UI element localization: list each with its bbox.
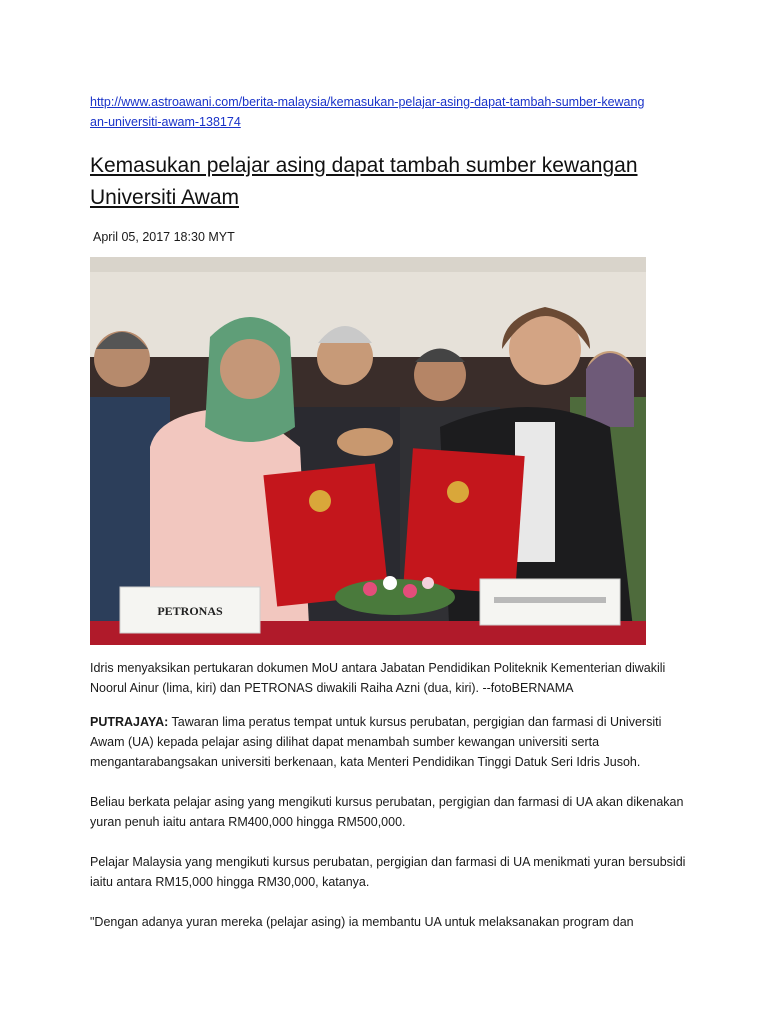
source-link[interactable]: http://www.astroawani.com/berita-malaysia/kemasukan-pelajar-asing-dapat-tambah-sumber-kewangan-universiti-awam-138174 xyxy=(90,95,645,129)
lead-paragraph xyxy=(90,712,690,772)
article xyxy=(90,92,690,929)
article-date: April 05, 2017 18:30 MYT xyxy=(93,230,235,244)
paragraph: "Dengan adanya yuran mereka (pelajar asing) ia membantu UA untuk melaksanakan program dan xyxy=(90,915,634,929)
dateline: PUTRAJAYA: xyxy=(90,715,169,729)
lead-text: Tawaran lima peratus tempat untuk kursus perubatan, pergigian dan farmasi di Universiti Awam (UA) kepada pelajar asing dilihat dapat menambah sumber kewangan universiti serta mengantarabangsakan universiti berkenaan, kata Menteri Pendidikan Tinggi Datuk Seri Idris Jusoh. xyxy=(90,715,662,769)
photo-caption: Idris menyaksikan pertukaran dokumen MoU antara Jabatan Pendidikan Politeknik Kementerian diwakili Noorul Ainur (lima, kiri) dan PETRONAS diwakili Raiha Azni (dua, kiri). --fotoBERNAMA xyxy=(90,661,666,695)
news-photo xyxy=(90,257,646,645)
paragraph: Beliau berkata pelajar asing yang mengikuti kursus perubatan, pergigian dan farmasi di UA akan dikenakan yuran penuh iaitu antara RM400,000 hingga RM500,000. xyxy=(90,795,684,829)
petronas-sign: PETRONAS xyxy=(157,604,223,618)
article-title: Kemasukan pelajar asing dapat tambah sumber kewangan Universiti Awam xyxy=(90,154,638,209)
paragraph: Pelajar Malaysia yang mengikuti kursus perubatan, pergigian dan farmasi di UA menikmati yuran bersubsidi iaitu antara RM15,000 hingga RM30,000, katanya. xyxy=(90,855,686,889)
